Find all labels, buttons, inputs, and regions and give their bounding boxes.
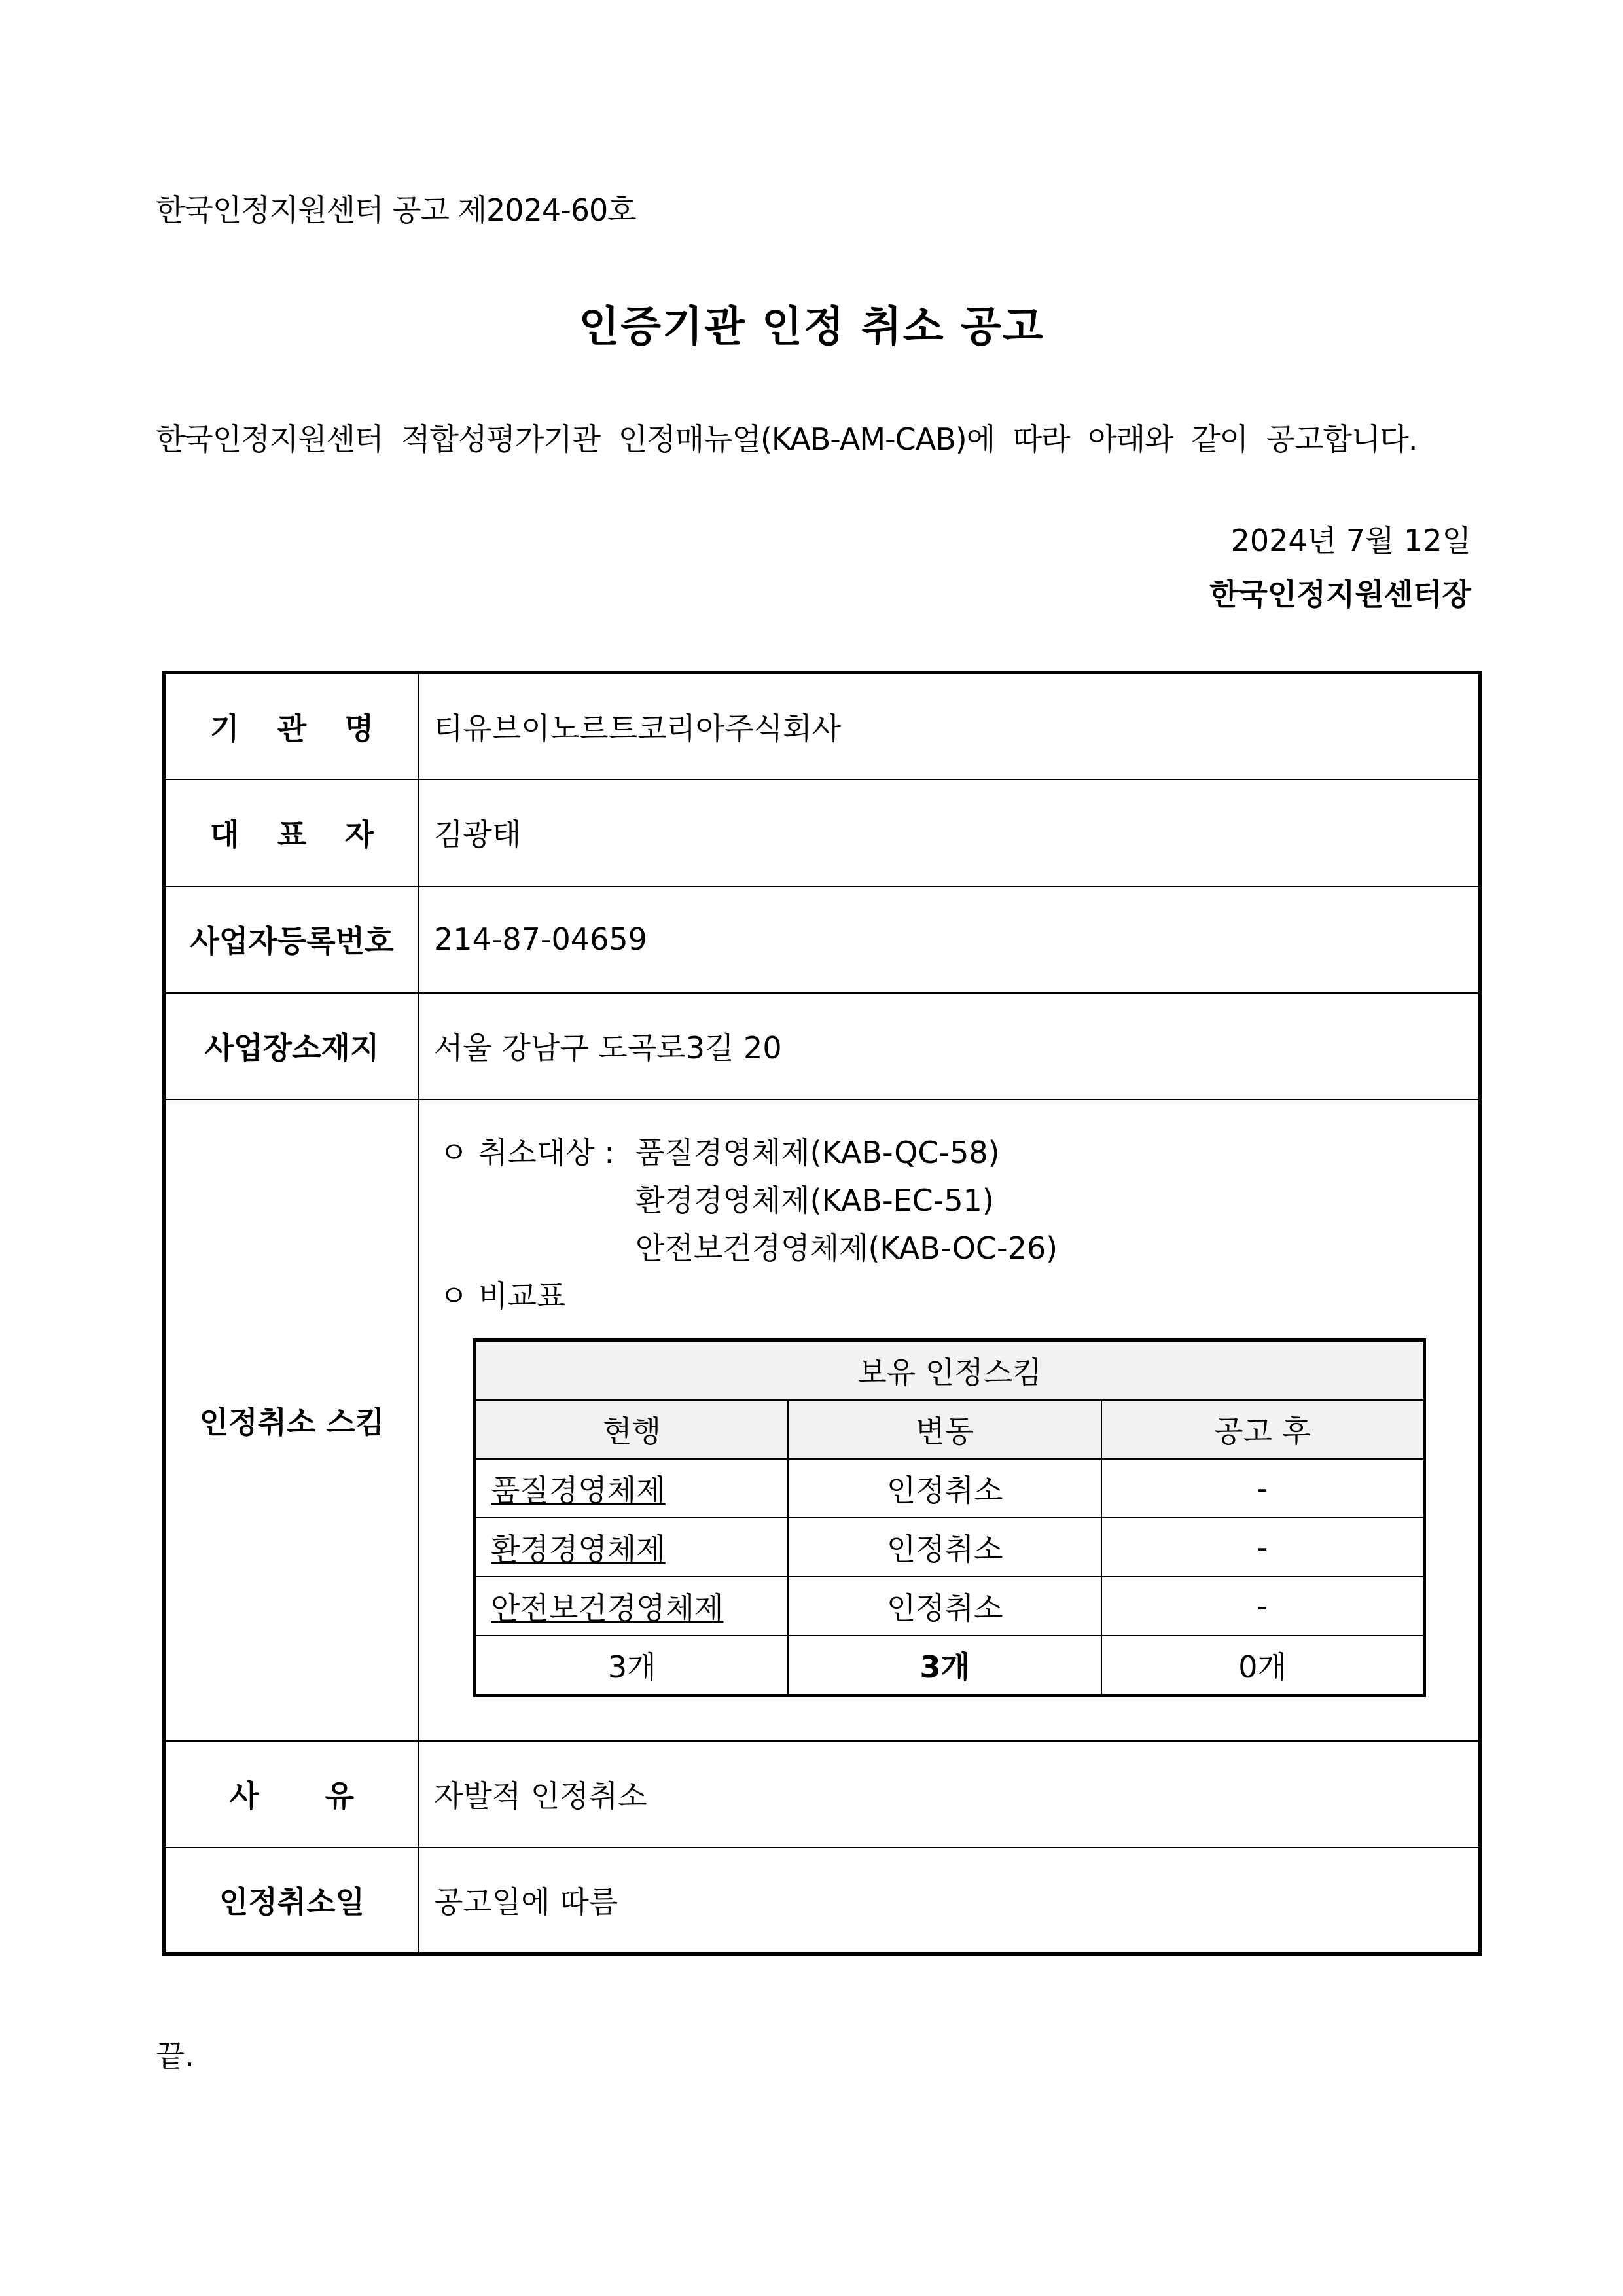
column-header: 현행 — [475, 1400, 789, 1459]
comparison-label: 비교표 — [478, 1278, 566, 1314]
comparison-heading — [434, 1272, 1464, 1320]
total-current: 3개 — [475, 1636, 789, 1696]
table-row — [475, 1518, 1425, 1577]
reason-label — [164, 1741, 419, 1848]
reason-value: 자발적 인정취소 — [419, 1741, 1480, 1848]
reason-label-char: 유 — [325, 1778, 354, 1814]
scheme-after: - — [1101, 1518, 1424, 1577]
target-item: 안전보건경영체제(KAB-OC-26) — [635, 1230, 1058, 1266]
scheme-after: - — [1101, 1459, 1424, 1518]
table-row — [475, 1577, 1425, 1636]
row-reason — [164, 1741, 1480, 1848]
row-cancel-date — [164, 1848, 1480, 1954]
cancel-date-label: 인정취소일 — [164, 1848, 419, 1954]
intro-paragraph: 한국인정지원센터 적합성평가기관 인정매뉴얼(KAB-AM-CAB)에 따라 아래와 같이 공고합니다. — [156, 422, 1418, 457]
target-label: 취소대상 : — [478, 1134, 615, 1170]
row-address — [164, 993, 1480, 1100]
scheme-name: 품질경영체제 — [475, 1459, 789, 1518]
page-title: 인증기관 인정 취소 공고 — [579, 303, 1044, 351]
total-change: 3개 — [788, 1636, 1101, 1696]
scheme-name: 환경경영체제 — [475, 1518, 789, 1577]
row-organization — [164, 673, 1480, 780]
bullet-icon: ㅇ — [439, 1278, 469, 1314]
column-header: 변동 — [788, 1400, 1101, 1459]
org-label-char: 관 — [277, 710, 307, 746]
scheme-change: 인정취소 — [788, 1577, 1101, 1636]
rep-value: 김광태 — [419, 780, 1480, 886]
bizno-value: 214-87-04659 — [419, 886, 1480, 993]
announcement-table — [162, 671, 1482, 1956]
comparison-caption: 보유 인정스킴 — [475, 1340, 1425, 1400]
totals-row — [475, 1636, 1425, 1696]
scheme-change: 인정취소 — [788, 1518, 1101, 1577]
table-row — [475, 1459, 1425, 1518]
comparison-caption-row — [475, 1340, 1425, 1400]
target-item: 환경경영체제(KAB-EC-51) — [635, 1182, 994, 1218]
scheme-label: 인정취소 스킴 — [164, 1100, 419, 1741]
rep-label-char: 표 — [277, 817, 307, 852]
row-representative — [164, 780, 1480, 886]
cancel-date-value: 공고일에 따름 — [419, 1848, 1480, 1954]
org-value: 티유브이노르트코리아주식회사 — [419, 673, 1480, 780]
column-header: 공고 후 — [1101, 1400, 1424, 1459]
scheme-after: - — [1101, 1577, 1424, 1636]
org-label-char: 명 — [344, 710, 374, 746]
rep-label — [164, 780, 419, 886]
cancel-targets — [434, 1129, 1464, 1272]
scheme-change: 인정취소 — [788, 1459, 1101, 1518]
issuer-name: 한국인정지원센터장 — [1209, 577, 1471, 612]
address-label: 사업장소재지 — [164, 993, 419, 1100]
row-scheme — [164, 1100, 1480, 1741]
bizno-label: 사업자등록번호 — [164, 886, 419, 993]
comparison-header-row — [475, 1400, 1425, 1459]
address-value: 서울 강남구 도곡로3길 20 — [419, 993, 1480, 1100]
org-label-char: 기 — [210, 710, 240, 746]
org-label — [164, 673, 419, 780]
scheme-name: 안전보건경영체제 — [475, 1577, 789, 1636]
rep-label-char: 대 — [210, 817, 240, 852]
row-business-number — [164, 886, 1480, 993]
target-item: 품질경영체제(KAB-QC-58) — [635, 1134, 1000, 1170]
total-after: 0개 — [1101, 1636, 1424, 1696]
notice-number: 한국인정지원센터 공고 제2024-60호 — [156, 192, 636, 228]
target-list — [635, 1129, 1058, 1272]
end-mark: 끝. — [156, 2038, 195, 2073]
bullet-icon: ㅇ — [439, 1134, 469, 1170]
rep-label-char: 자 — [344, 817, 374, 852]
scheme-content — [419, 1100, 1480, 1741]
announcement-date: 2024년 7월 12일 — [1230, 523, 1471, 558]
comparison-table — [473, 1338, 1426, 1697]
reason-label-char: 사 — [230, 1778, 259, 1814]
